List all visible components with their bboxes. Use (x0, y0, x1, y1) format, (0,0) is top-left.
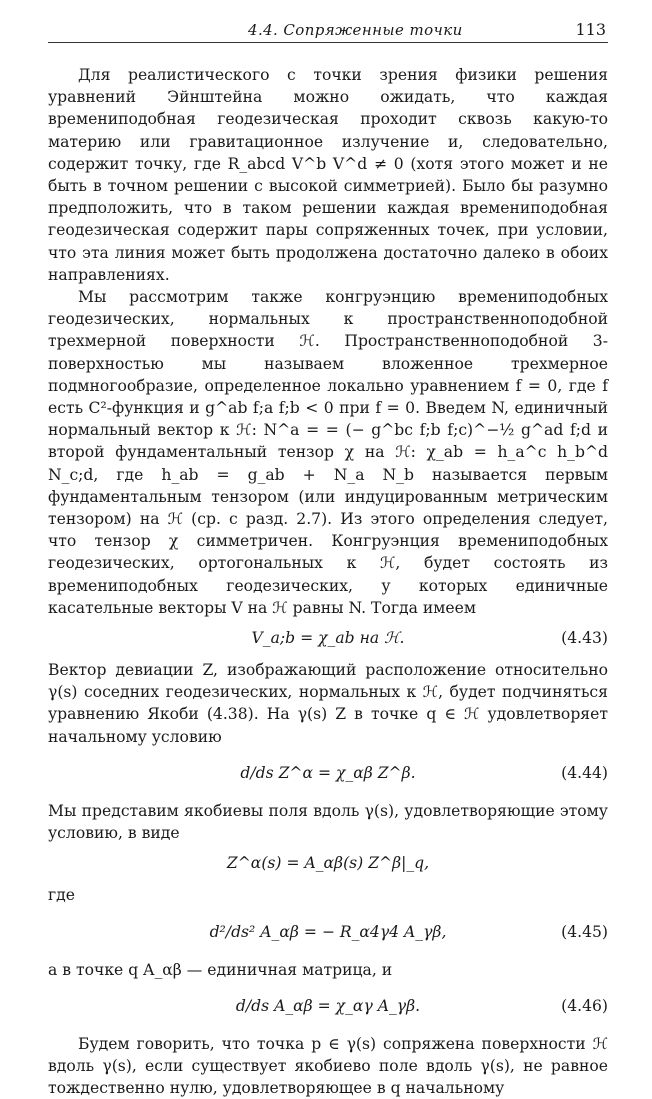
paragraph-3: Вектор девиации Z, изображающий расположение относительно γ(s) соседних геодезических, нормальных к ℋ, будет подчиняться уравнению Якоби (4.38). На γ(s) Z в точке q ∈ ℋ удовлетворяет начальному условию (48, 661, 608, 746)
equation-4-45-number: (4.45) (561, 922, 608, 941)
paragraph-2: Мы рассмотрим также конгруэнцию времениподобных геодезических, нормальных к пространственноподобной трехмерной поверхности ℋ. Пространственноподобной 3-поверхностью мы называем вложенное трехмерное подмногообразие, определенное локально уравнением f = 0, где f есть C²-функция и g^ab f;a f;b < 0 при f = 0. Введем N, единичный нормальный вектор к ℋ: N^a = = (− g^bc f;b f;c)^−½ g^ad f;d и второй фундаментальный тензор χ на ℋ: χ_ab = h_a^c h_b^d N_c;d, где h_ab = g_ab + N_a N_b называется первым фундаментальным тензором (или индуцированным метрическим тензором) на ℋ (ср. с разд. 2.7). Из этого определения следует, что тензор χ симметричен. Конгруэнция времениподобных геодезических, ортогональных к ℋ, будет состоять из времениподобных геодезических, у которых единичные касательные векторы V на ℋ равны N. Тогда имеем (48, 288, 608, 617)
equation-4-44 (48, 748, 608, 800)
equation-jacobi-field-formula: Z^α(s) = A_αβ(s) Z^β|_q, (226, 854, 430, 873)
equation-4-43-formula: V_a;b = χ_ab на ℋ. (251, 629, 405, 648)
page-number: 113 (575, 20, 606, 39)
paragraph-1: Для реалистического с точки зрения физики решения уравнений Эйнштейна можно ожидать, что каждая времениподобная геодезическая проходит сквозь какую-то материю или гравитационное излучение и, следовательно, содержит точку, где R_abcd V^b V^d ≠ 0 (хотя этого может и не быть в точном решении с высокой симметрией). Было бы разумно предположить, что в таком решении каждая времениподобная геодезическая содержит пары сопряженных точек, при условии, что эта линия может быть продолжена достаточно далеко в обоих направлениях. (48, 66, 608, 284)
paragraph-4: Мы представим якобиевы поля вдоль γ(s), удовлетворяющие этому условию, в виде (48, 801, 608, 843)
equation-4-43-number: (4.43) (561, 629, 608, 648)
section-title: 4.4. Сопряженные точки (248, 21, 463, 39)
running-header (48, 18, 608, 43)
equation-4-46 (48, 981, 608, 1033)
equation-jacobi-field (48, 844, 608, 884)
paragraph-6: Будем говорить, что точка p ∈ γ(s) сопряжена поверхности ℋ вдоль γ(s), если существует якобиево поле вдоль γ(s), не равное тождественно нулю, удовлетворяющее в q начальному (48, 1034, 608, 1098)
equation-4-45-formula: d²/ds² A_αβ = − R_α4γ4 A_γβ, (209, 922, 447, 941)
equation-4-45 (48, 907, 608, 959)
where-label: где (48, 886, 75, 905)
equation-4-46-formula: d/ds A_αβ = χ_αγ A_γβ. (235, 996, 421, 1015)
equation-4-44-number: (4.44) (561, 763, 608, 782)
paragraph-5: а в точке q A_αβ — единичная матрица, и (48, 960, 393, 979)
page-body (48, 64, 608, 1099)
equation-4-44-formula: d/ds Z^α = χ_αβ Z^β. (240, 763, 416, 782)
equation-4-46-number: (4.46) (561, 996, 608, 1015)
equation-4-43 (48, 619, 608, 659)
